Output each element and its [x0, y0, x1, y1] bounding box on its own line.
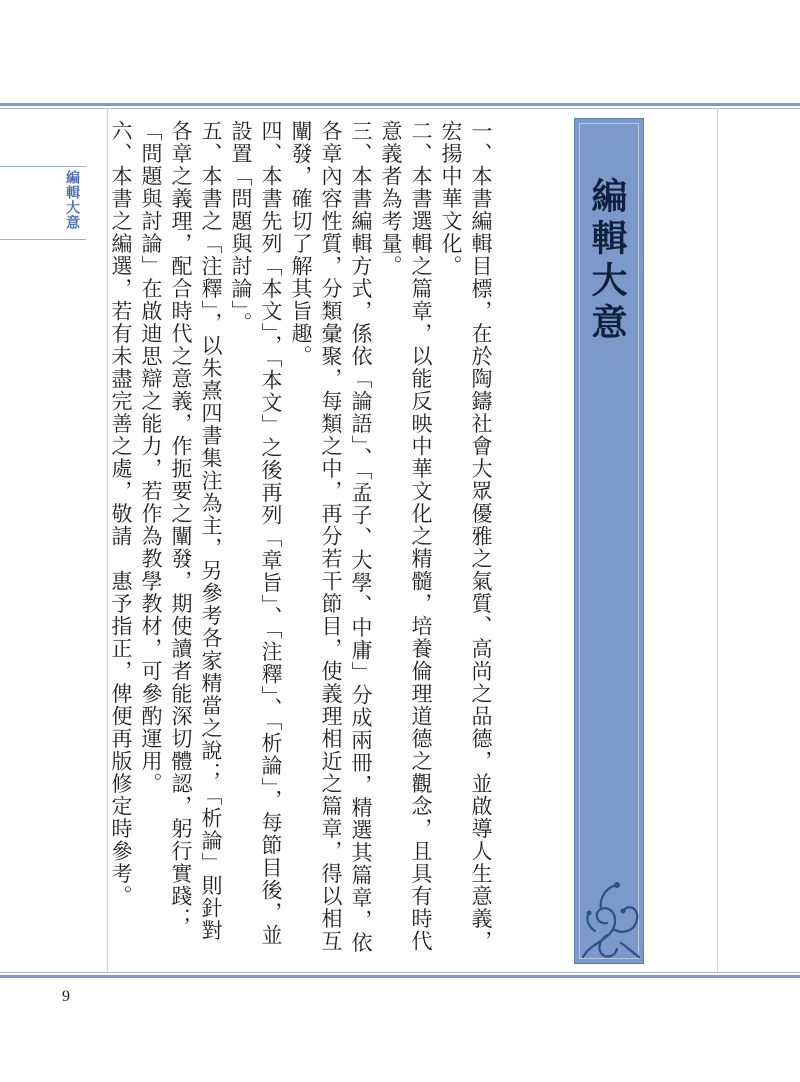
section-side-tab-label: 編輯大意: [64, 170, 80, 230]
body-text: [109, 120, 496, 960]
page-title: 編輯大意: [586, 177, 627, 345]
scroll-ornament-icon: [577, 873, 641, 961]
top-rule-thin: [0, 108, 800, 109]
list-item: 二、本書選輯之篇章，以能反映中華文化之精髓，培養倫理道德之觀念，且具有時代意義者為考量。: [379, 120, 433, 953]
bottom-rule: [0, 975, 800, 978]
list-item: 六、本書之編選，若有未盡完善之處，敬請 惠予指正，俾便再版修定時參考。: [109, 120, 133, 908]
list-item: 三、本書編輯方式，係依「論語」、「孟子、大學、中庸」分成兩冊，精選其篇章，依各章內容性質，分類彙聚，每類之中，再分若干節目，使義理相近之篇章，得以相互闡發，確切了解其旨趣。: [289, 120, 373, 954]
list-item: 一、本書編輯目標，在於陶鑄社會大眾優雅之氣質、高尚之品德，並啟導人生意義，宏揚中華文化。: [439, 120, 493, 953]
list-item: 五、本書之「注釋」，以朱熹四書集注為主，另參考各家精當之說；「析論」則針對各章之義理，配合時代之意義，作扼要之闡發，期使讀者能深切體認，躬行實踐；「問題與討論」在啟迪思辯之能力，若作為教學教材，可參酌運用。: [139, 120, 223, 942]
right-margin-line: [717, 108, 718, 972]
list-item: 四、本書先列「本文」，「本文」之後再列「章旨」、「注釋」、「析論」，每節目後，並設置「問題與討論」。: [229, 120, 283, 947]
bottom-rule-thin: [0, 972, 800, 973]
page-number: 9: [62, 988, 70, 1005]
title-banner: [574, 118, 644, 964]
top-rule: [0, 103, 800, 106]
